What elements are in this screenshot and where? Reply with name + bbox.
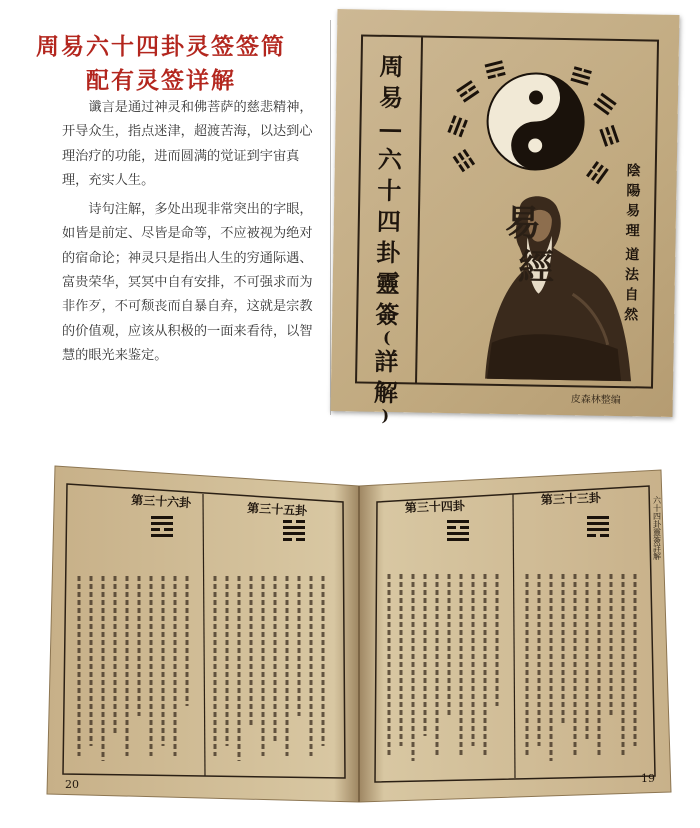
product-description (62, 96, 314, 373)
card-heading-35: 第三十五卦 (246, 501, 308, 519)
cover-frame (355, 34, 659, 426)
left-page-number: 20 (65, 778, 79, 791)
yijing-calligraphy: 易 經 (504, 202, 555, 289)
booklet-cover-photo (331, 9, 680, 426)
book-header-right: 六十四卦靈簽詳解 (652, 496, 662, 560)
headline-line-2: 配有灵签详解 (86, 67, 236, 94)
promo-headline (0, 30, 322, 98)
card-heading-36: 第三十六卦 (130, 493, 192, 511)
description-paragraph-1: 谶言是通过神灵和佛菩萨的慈悲精神，开导众生，指点迷津，超渡苦海，以达到心理治疗的功能，进而圆满的觉证到宇宙真理，充实人生。 (62, 100, 313, 188)
open-booklet-photo (43, 456, 673, 808)
cover-motto-right: 陰 陽 易 理 (625, 163, 641, 240)
right-page-number: 19 (641, 772, 655, 785)
cover-vertical-title: 周 易 — 六 十 四 卦 靈 簽 ( 詳 解 ) (373, 51, 404, 426)
cover-motto-left: 道 法 自 然 (624, 247, 640, 324)
card-heading-34: 第三十四卦 (404, 498, 466, 515)
description-paragraph-2: 诗句注解，多处出现非常突出的字眼，如皆是前定、尽皆是命等，不应被视为绝对的宿命论；神灵只是指出人生的穷通际遇、富贵荣华，冥冥中自有安排，不可强求而为非作歹，不可颓丧而自暴自弃，这就是宗教的价值观，应该从积极的一面来看待，以智慧的眼光来鉴定。 (62, 202, 313, 363)
yin-yang-icon (487, 73, 585, 171)
headline-line-1: 周易六十四卦灵签签筒 (36, 33, 286, 60)
card-heading-33: 第三十三卦 (540, 490, 602, 507)
cover-compiler-credit: 皮森林整编 (570, 394, 621, 407)
